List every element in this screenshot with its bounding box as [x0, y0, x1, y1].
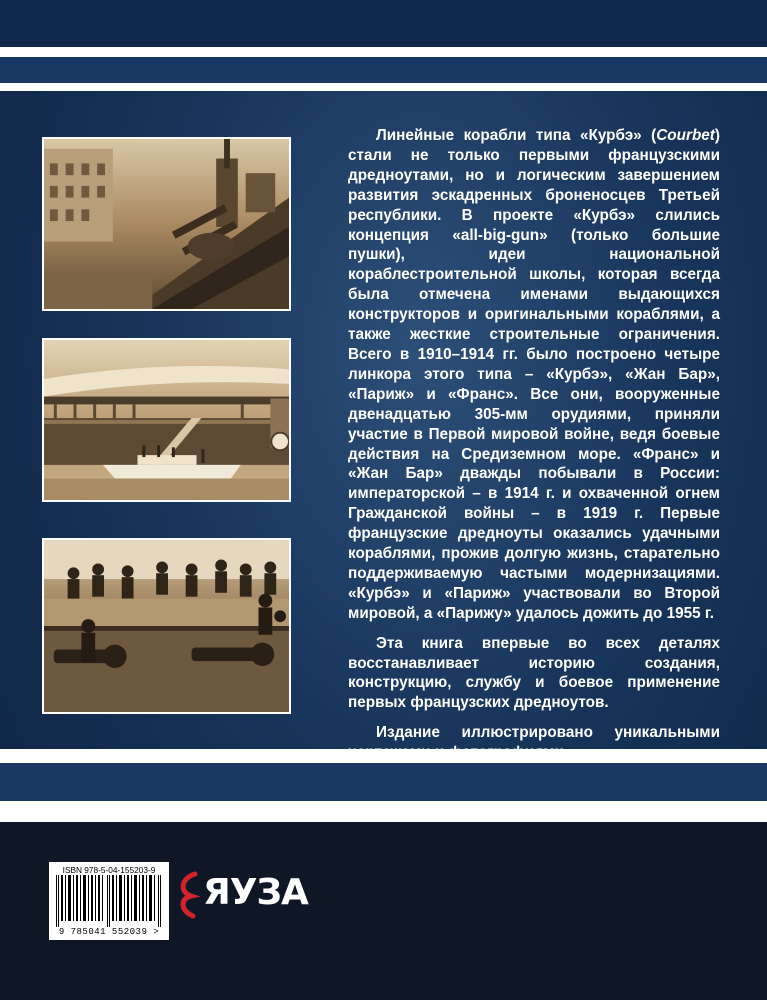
- description-paragraph-1-rest: ) стали не только первыми французскими дредноутами, но и логическим завершением развития эскадренных броненосцев Третьей республики. В проекте «Курбэ» слились концепция «all-big-gun» (только большие пушки), идеи национальной кораблестроительной школы, которая всегда была отмечена именами выдающихся конструкторов и оригинальными кораблями, а также жесткие строительные ограничения. Всего в 1910–1914 гг. было построено четыре линкора этого типа – «Курбэ», «Жан Бар», «Париж» и «Франс». Все они, вооруженные двенадцатью 305-мм орудиями, приняли участие в Первой мировой войне, ведя боевые действия на Средиземном море. «Франс» и «Жан Бар» дважды побывали в России: императорской – в 1914 г. и охваченной огнем Гражданской войны – в 1919 г. Первые французские дредноуты оказались удачными кораблями, прожив долгую жизнь, старательно поддерживаемую частыми модернизациями. «Курбэ» и «Париж» участвовали во Второй мировой, а «Парижу» удалось дожить до 1955 г.: [348, 127, 720, 622]
- barcode-icon: [56, 875, 162, 927]
- courbet-italic: Courbet: [656, 127, 715, 144]
- photo-battleship-dock-image: [44, 139, 289, 309]
- lower-white-stripe-2: [0, 801, 767, 822]
- isbn-label: ISBN 978-5-04-155203-9: [62, 865, 156, 875]
- description-paragraph-1-start: Линейные корабли типа «Курбэ» (: [376, 127, 657, 144]
- isbn-barcode-box: [49, 862, 169, 940]
- lower-navy-stripe: [0, 763, 767, 801]
- publisher-name: ЯУЗА: [203, 872, 308, 913]
- photo-battleship-dock: [42, 137, 291, 311]
- description-paragraph-3: Издание иллюстрировано уникальными чертежами и фотографиями.: [348, 724, 720, 762]
- top-white-stripe: [0, 47, 767, 57]
- description-paragraph-2: Эта книга впервые во всех деталях восстанавливает историю создания, конструкцию, службу и боевое применение первых французских дредноутов.: [348, 634, 720, 712]
- photo-battleship-boat-image: [44, 340, 289, 500]
- top-navy-band: [0, 0, 767, 47]
- photo-battleship-boat: [42, 338, 291, 502]
- photo-sailors-guns-image: [44, 540, 289, 712]
- publisher-emblem-icon: [177, 870, 203, 920]
- top-white-stripe-2: [0, 83, 767, 91]
- ean-digits: 9 785041 552039 >: [58, 927, 160, 937]
- photo-sailors-guns: [42, 538, 291, 714]
- top-navy-stripe: [0, 57, 767, 83]
- description-paragraph-1: [348, 126, 720, 624]
- publisher-logo: [177, 866, 308, 922]
- description-text: [348, 126, 720, 763]
